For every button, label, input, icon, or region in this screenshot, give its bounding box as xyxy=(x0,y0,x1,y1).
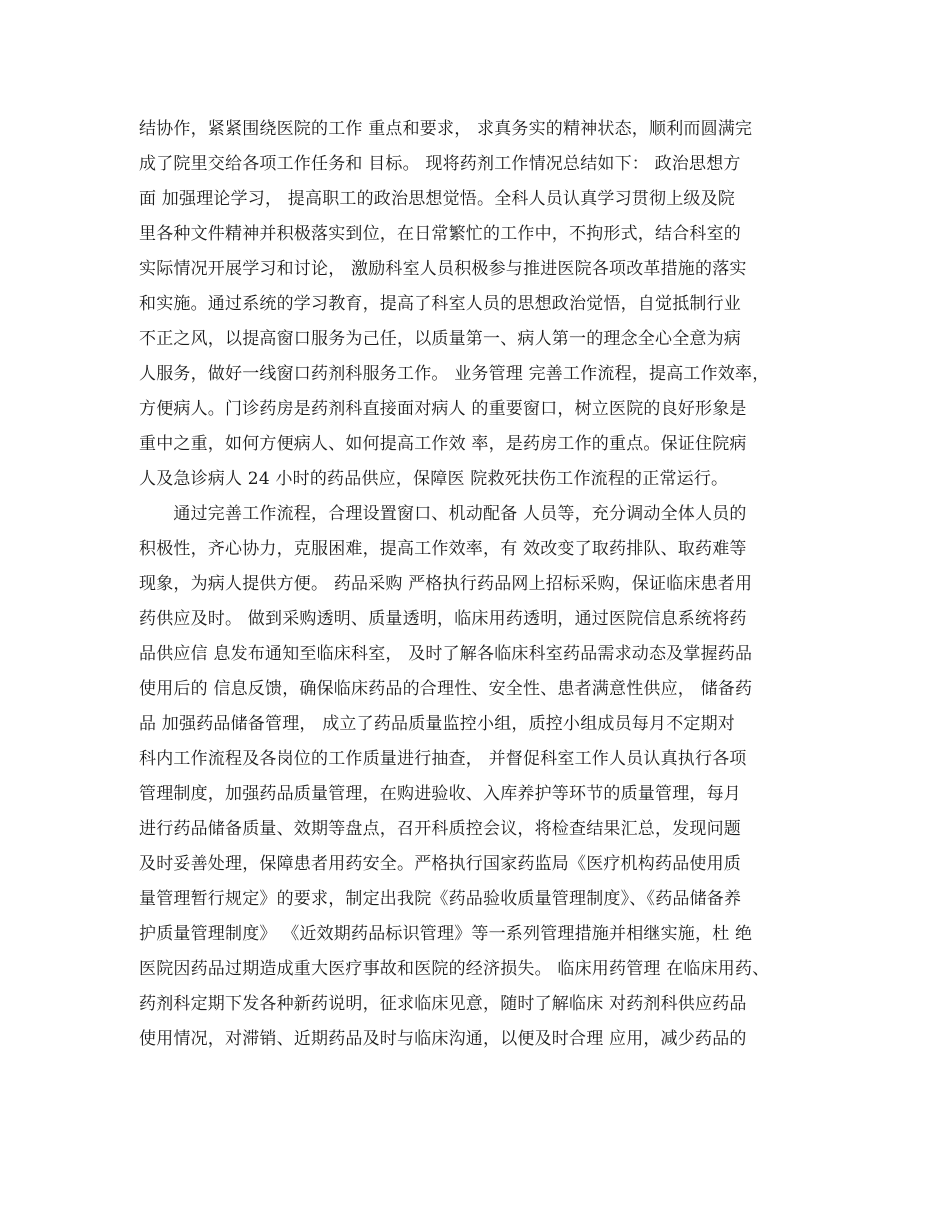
text-line: 及时妥善处理，保障患者用药安全。严格执行国家药监局《医疗机构药品使用质 xyxy=(139,854,741,874)
text-line: 积极性，齐心协力，克服困难，提高工作效率，有 效改变了取药排队、取药难等 xyxy=(139,539,747,559)
text-line: 现象，为病人提供方便。 药品采购 严格执行药品网上招标采购，保证临床患者用 xyxy=(139,574,753,594)
text-line: 使用后的 信息反馈，确保临床药品的合理性、安全性、患者满意性供应， 储备药 xyxy=(139,679,753,699)
text-line: 药供应及时。 做到采购透明、质量透明，临床用药透明，通过医院信息系统将药 xyxy=(139,609,747,629)
text-line: 护质量管理制度》 《近效期药品标识管理》等一系列管理措施并相继实施，杜 绝 xyxy=(139,924,753,944)
text-line: 人及急诊病人 24 小时的药品供应，保障医 院救死扶伤工作流程的正常运行。 xyxy=(139,469,729,489)
text-line: 通过完善工作流程，合理设置窗口、机动配备 人员等，充分调动全体人员的 xyxy=(139,504,747,524)
text-line: 成了院里交给各项工作任务和 目标。 现将药剂工作情况总结如下： 政治思想方 xyxy=(139,154,741,174)
text-line: 面 加强理论学习， 提高职工的政治思想觉悟。全科人员认真学习贯彻上级及院 xyxy=(139,189,736,209)
text-line: 管理制度，加强药品质量管理，在购进验收、入库养护等环节的质量管理，每月 xyxy=(139,784,741,804)
text-line: 不正之风，以提高窗口服务为己任，以质量第一、病人第一的理念全心全意为病 xyxy=(139,329,741,349)
text-line: 量管理暂行规定》的要求，制定出我院《药品验收质量管理制度》、《药品储备养 xyxy=(139,889,742,909)
text-line: 人服务，做好一线窗口药剂科服务工作。 业务管理 完善工作流程，提高工作效率， xyxy=(139,364,770,384)
text-line: 药剂科定期下发各种新药说明，征求临床见意，随时了解临床 对药剂科供应药品 xyxy=(139,994,747,1014)
text-line: 方便病人。门诊药房是药剂科直接面对病人 的重要窗口，树立医院的良好形象是 xyxy=(139,399,747,419)
text-line: 品 加强药品储备管理， 成立了药品质量监控小组，质控小组成员每月不定期对 xyxy=(139,714,736,734)
text-line: 和实施。通过系统的学习教育，提高了科室人员的思想政治觉悟，自觉抵制行业 xyxy=(139,294,741,314)
text-line: 使用情况，对滞销、近期药品及时与临床沟通，以便及时合理 应用，减少药品的 xyxy=(139,1029,747,1049)
text-line: 重中之重，如何方便病人、如何提高工作效 率，是药房工作的重点。保证住院病 xyxy=(139,434,747,454)
text-line: 结协作，紧紧围绕医院的工作 重点和要求， 求真务实的精神状态，顺利而圆满完 xyxy=(139,119,753,139)
text-line: 医院因药品过期造成重大医疗事故和医院的经济损失。 临床用药管理 在临床用药、 xyxy=(139,959,770,979)
text-line: 里各种文件精神并积极落实到位，在日常繁忙的工作中，不拘形式，结合科室的 xyxy=(139,224,741,244)
text-line: 品供应信 息发布通知至临床科室， 及时了解各临床科室药品需求动态及掌握药品 xyxy=(139,644,753,664)
text-line: 进行药品储备质量、效期等盘点，召开科质控会议，将检查结果汇总，发现问题 xyxy=(139,819,741,839)
text-line: 科内工作流程及各岗位的工作质量进行抽查， 并督促科室工作人员认真执行各项 xyxy=(139,749,747,769)
text-line: 实际情况开展学习和讨论， 激励科室人员积极参与推进医院各项改革措施的落实 xyxy=(139,259,747,279)
